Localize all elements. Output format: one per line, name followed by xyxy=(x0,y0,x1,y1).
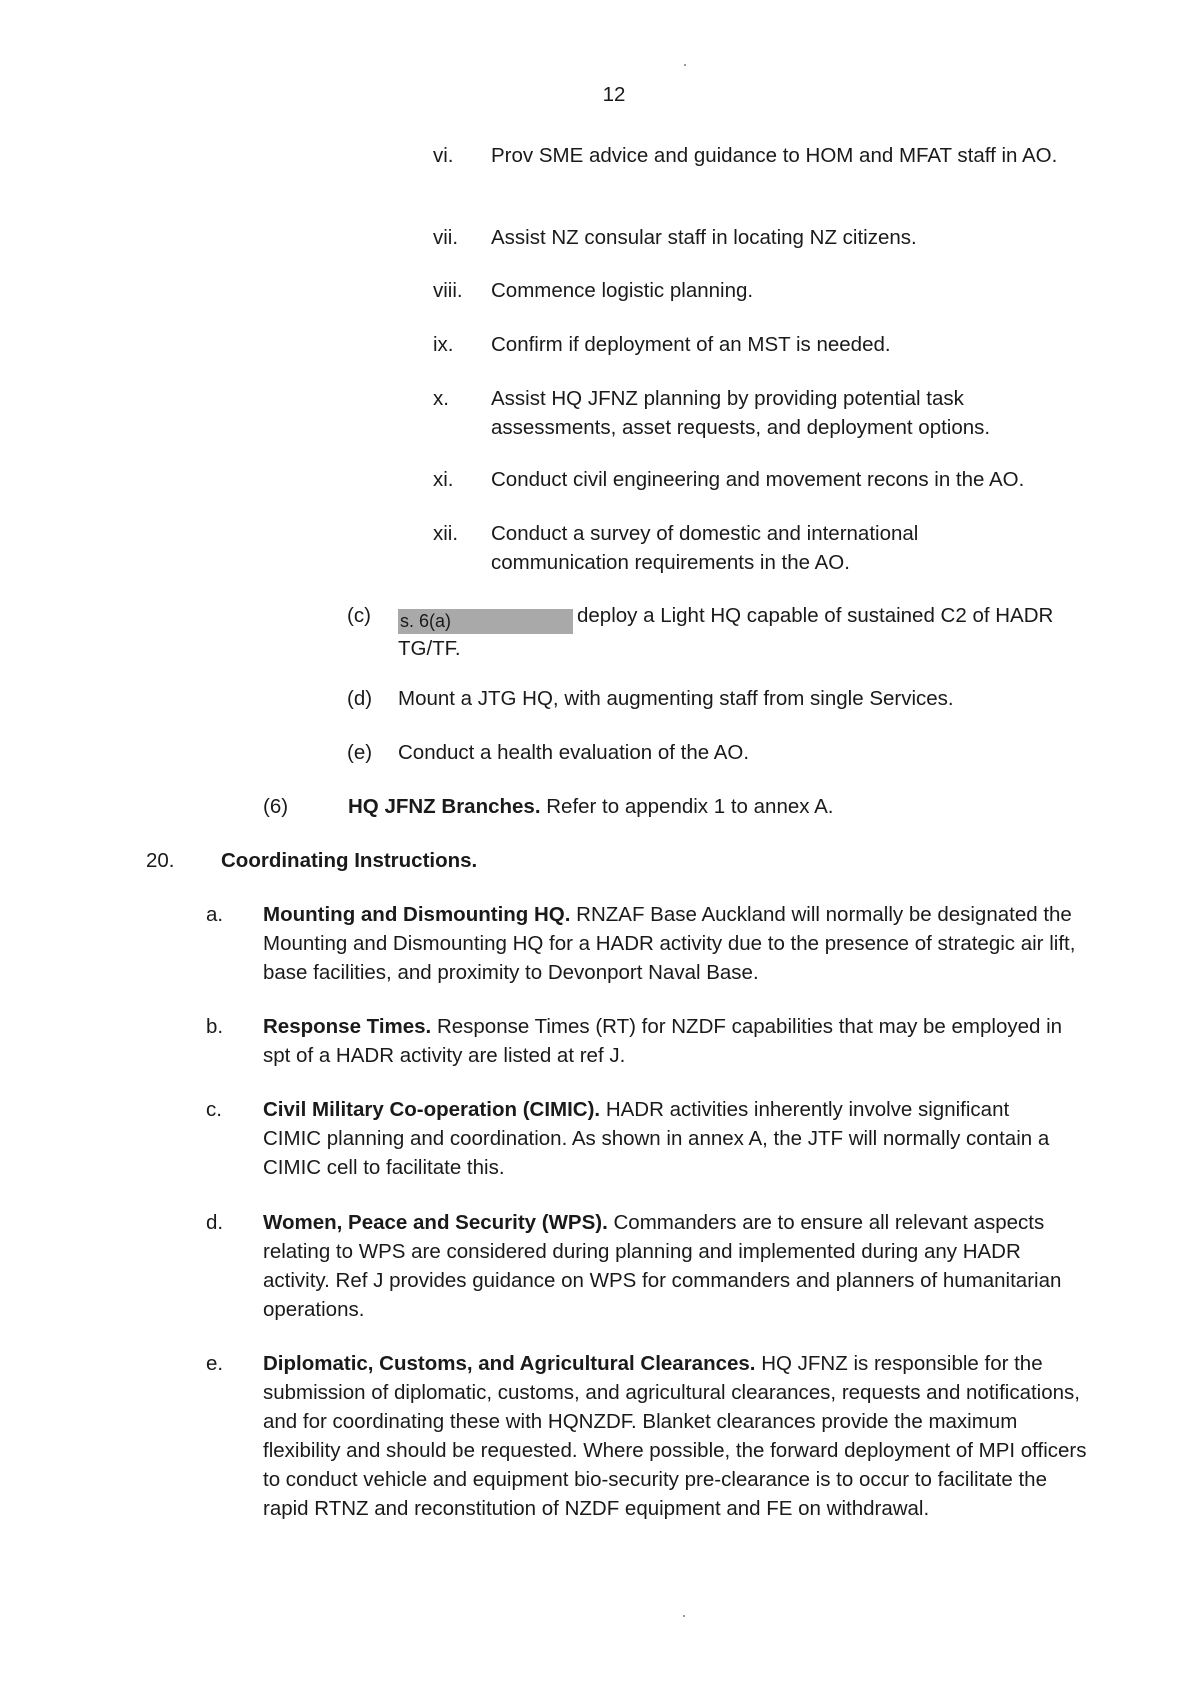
list-item-number: xii. xyxy=(433,522,459,545)
list-item-body: HADR activities inherently involve significant CIMIC planning and coordination. As shown in annex A, the JTF will normally contain a CIMIC cell to facilitate this. xyxy=(263,1098,1050,1179)
redaction-box: s. 6(a) xyxy=(398,609,573,634)
list-item-text: Mount a JTG HQ, with augmenting staff from single Services. xyxy=(398,687,954,710)
list-item-number: d. xyxy=(206,1211,224,1234)
list-item-body: RNZAF Base Auckland will normally be designated the Mounting and Dismounting HQ for a HADR activity due to the presence of strategic air lift, base facilities, and proximity to Devonport Naval Base. xyxy=(263,903,1076,984)
list-item-number: a. xyxy=(206,903,224,926)
list-item-text: Commence logistic planning. xyxy=(491,279,754,302)
list-item-text: Conduct civil engineering and movement recons in the AO. xyxy=(491,468,1025,491)
list-item-number: x. xyxy=(433,387,449,410)
list-item-text xyxy=(348,792,1108,821)
list-item-heading: Civil Military Co-operation (CIMIC). xyxy=(263,1098,601,1121)
list-item-text: Assist HQ JFNZ planning by providing potential task assessments, asset requests, and deployment options. xyxy=(491,387,991,439)
list-item-heading: Mounting and Dismounting HQ. xyxy=(263,903,571,926)
list-item-body: Refer to appendix 1 to annex A. xyxy=(546,795,834,818)
scan-speck xyxy=(683,1615,685,1617)
list-item-number: (6) xyxy=(263,795,289,818)
list-item-text: Prov SME advice and guidance to HOM and MFAT staff in AO. xyxy=(491,144,1058,167)
list-item-number: (c) xyxy=(347,604,371,627)
section-heading: Coordinating Instructions. xyxy=(221,849,478,872)
list-item-number: viii. xyxy=(433,279,463,302)
list-item-text xyxy=(263,1012,1088,1070)
list-item-body: Commanders are to ensure all relevant aspects relating to WPS are considered during planning and implemented during any HADR activity. Ref J provides guidance on WPS for commanders and planners of humanitarian operations. xyxy=(263,1211,1062,1321)
list-item-heading: Women, Peace and Security (WPS). xyxy=(263,1211,608,1234)
list-item-text-rest: deploy a Light HQ capable of sustained C2 of HADR TG/TF. xyxy=(398,604,1054,660)
list-item-number: vii. xyxy=(433,226,459,249)
page-number: 12 xyxy=(602,83,626,106)
list-item-text: Assist NZ consular staff in locating NZ citizens. xyxy=(491,226,917,249)
list-item-number: b. xyxy=(206,1015,224,1038)
list-item-number: ix. xyxy=(433,333,454,356)
list-item-heading: Response Times. xyxy=(263,1015,432,1038)
scan-speck xyxy=(684,64,686,66)
list-item-number: c. xyxy=(206,1098,222,1121)
list-item-text: Conduct a health evaluation of the AO. xyxy=(398,741,750,764)
list-item-number: e. xyxy=(206,1352,224,1375)
list-item-number: vi. xyxy=(433,144,454,167)
list-item-text: Confirm if deployment of an MST is needed. xyxy=(491,333,891,356)
list-item-number: (e) xyxy=(347,741,373,764)
list-item-body: HQ JFNZ is responsible for the submission of diplomatic, customs, and agricultural clearances, requests and notifications, and for coordinating these with HQNZDF. Blanket clearances provide the maximum flexibility and should be requested. Where possible, the forward deployment of MPI officers to conduct vehicle and equipment bio-security pre-clearance is to occur to facilitate the rapid RTNZ and reconstitution of NZDF equipment and FE on withdrawal. xyxy=(263,1352,1087,1520)
list-item-text xyxy=(263,1095,1063,1182)
list-item-text xyxy=(263,1349,1088,1523)
list-item-text xyxy=(263,1208,1063,1324)
list-item-heading: Diplomatic, Customs, and Agricultural Clearances. xyxy=(263,1352,756,1375)
section-number: 20. xyxy=(146,849,175,872)
list-item-text: Conduct a survey of domestic and international communication requirements in the AO. xyxy=(491,522,919,574)
list-item-text xyxy=(398,601,1088,663)
list-item-text xyxy=(263,900,1088,987)
list-item-number: xi. xyxy=(433,468,454,491)
list-item-body: Response Times (RT) for NZDF capabilities that may be employed in spt of a HADR activity are listed at ref J. xyxy=(263,1015,1063,1067)
list-item-heading: HQ JFNZ Branches. xyxy=(348,795,541,818)
list-item-number: (d) xyxy=(347,687,373,710)
